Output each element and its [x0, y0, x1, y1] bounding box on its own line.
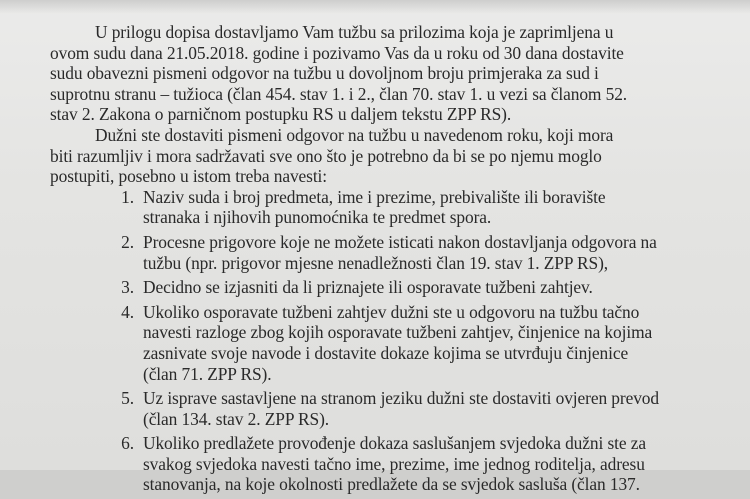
list-item-number: 4. — [121, 301, 134, 322]
text-line: biti razumljiv i mora sadržavati sve ono što je potrebno da bi se po njemu moglo — [50, 145, 602, 166]
text-line: stranaka i njihovih punomoćnika te predmet spora. — [143, 207, 492, 228]
text-line: Naziv suda i broj predmeta, ime i prezime, prebivalište ili boravište — [143, 186, 606, 207]
list-item — [50, 232, 690, 273]
text-line: stav 2. Zakona o parničnom postupku RS u daljem tekstu ZPP RS). — [50, 104, 512, 125]
text-line: suprotnu stranu – tužioca (član 454. stav 1. i 2., član 70. stav 1. u vezi sa članom 52. — [50, 83, 628, 104]
document-body — [50, 22, 690, 499]
list-item — [50, 302, 690, 384]
text-line: Ukoliko predlažete provođenje dokaza saslušanjem svjedoka dužni ste za — [143, 433, 646, 454]
text-line: svakog svjedoka navesti tačno ime, prezime, ime jednog roditelja, adresu — [143, 453, 645, 474]
list-item-number: 6. — [121, 433, 134, 454]
text-line: stanovanja, na koje okolnosti predlažete da se svjedok sasluša (član 137. — [143, 474, 640, 495]
text-line: postupiti, posebno u istom treba navesti: — [50, 166, 328, 187]
text-line: Procesne prigovore koje ne možete isticati nakon dostavljanja odgovora na — [143, 231, 657, 252]
list-item — [50, 277, 690, 298]
list-item — [50, 187, 690, 228]
paragraph-intro — [50, 22, 690, 125]
text-line: Ukoliko osporavate tužbeni zahtjev dužni ste u odgovoru na tužbu tačno — [143, 301, 640, 322]
text-line: ovom sudu dana 21.05.2018. godine i pozivamo Vas da u roku od 30 dana dostavite — [50, 42, 624, 63]
text-line: tužbu (npr. prigovor mjesne nenadležnosti član 19. stav 1. ZPP RS), — [143, 252, 609, 273]
page-edge-shadow — [0, 0, 750, 14]
list-item-number: 2. — [121, 231, 134, 252]
text-line: (član 134. stav 2. ZPP RS). — [143, 408, 330, 429]
paragraph-obligations — [50, 125, 690, 187]
list-item — [50, 433, 690, 495]
list-item-number: 1. — [121, 186, 134, 207]
requirements-list — [50, 187, 690, 495]
list-item — [50, 388, 690, 429]
text-line: Uz isprave sastavljene na stranom jeziku dužni ste dostaviti ovjeren prevod — [143, 388, 659, 409]
list-item-number: 5. — [121, 388, 134, 409]
text-line: sudu obavezni pismeni odgovor na tužbu u dovoljnom broju primjeraka za sud i — [50, 63, 599, 84]
text-line: Decidno se izjasniti da li priznajete ili osporavate tužbeni zahtjev. — [143, 277, 593, 298]
text-line: navesti razloge zbog kojih osporavate tužbeni zahtjev, činjenice na kojima — [143, 322, 653, 343]
text-line: Dužni ste dostaviti pismeni odgovor na tužbu u navedenom roku, koji mora — [95, 124, 614, 145]
list-item-number: 3. — [121, 277, 134, 298]
text-line: U prilogu dopisa dostavljamo Vam tužbu sa prilozima koja je zaprimljena u — [95, 22, 614, 42]
text-line: zasnivate svoje navode i dostavite dokaze kojima se utvrđuju činjenice — [143, 342, 629, 363]
text-line: (član 71. ZPP RS). — [143, 363, 272, 384]
